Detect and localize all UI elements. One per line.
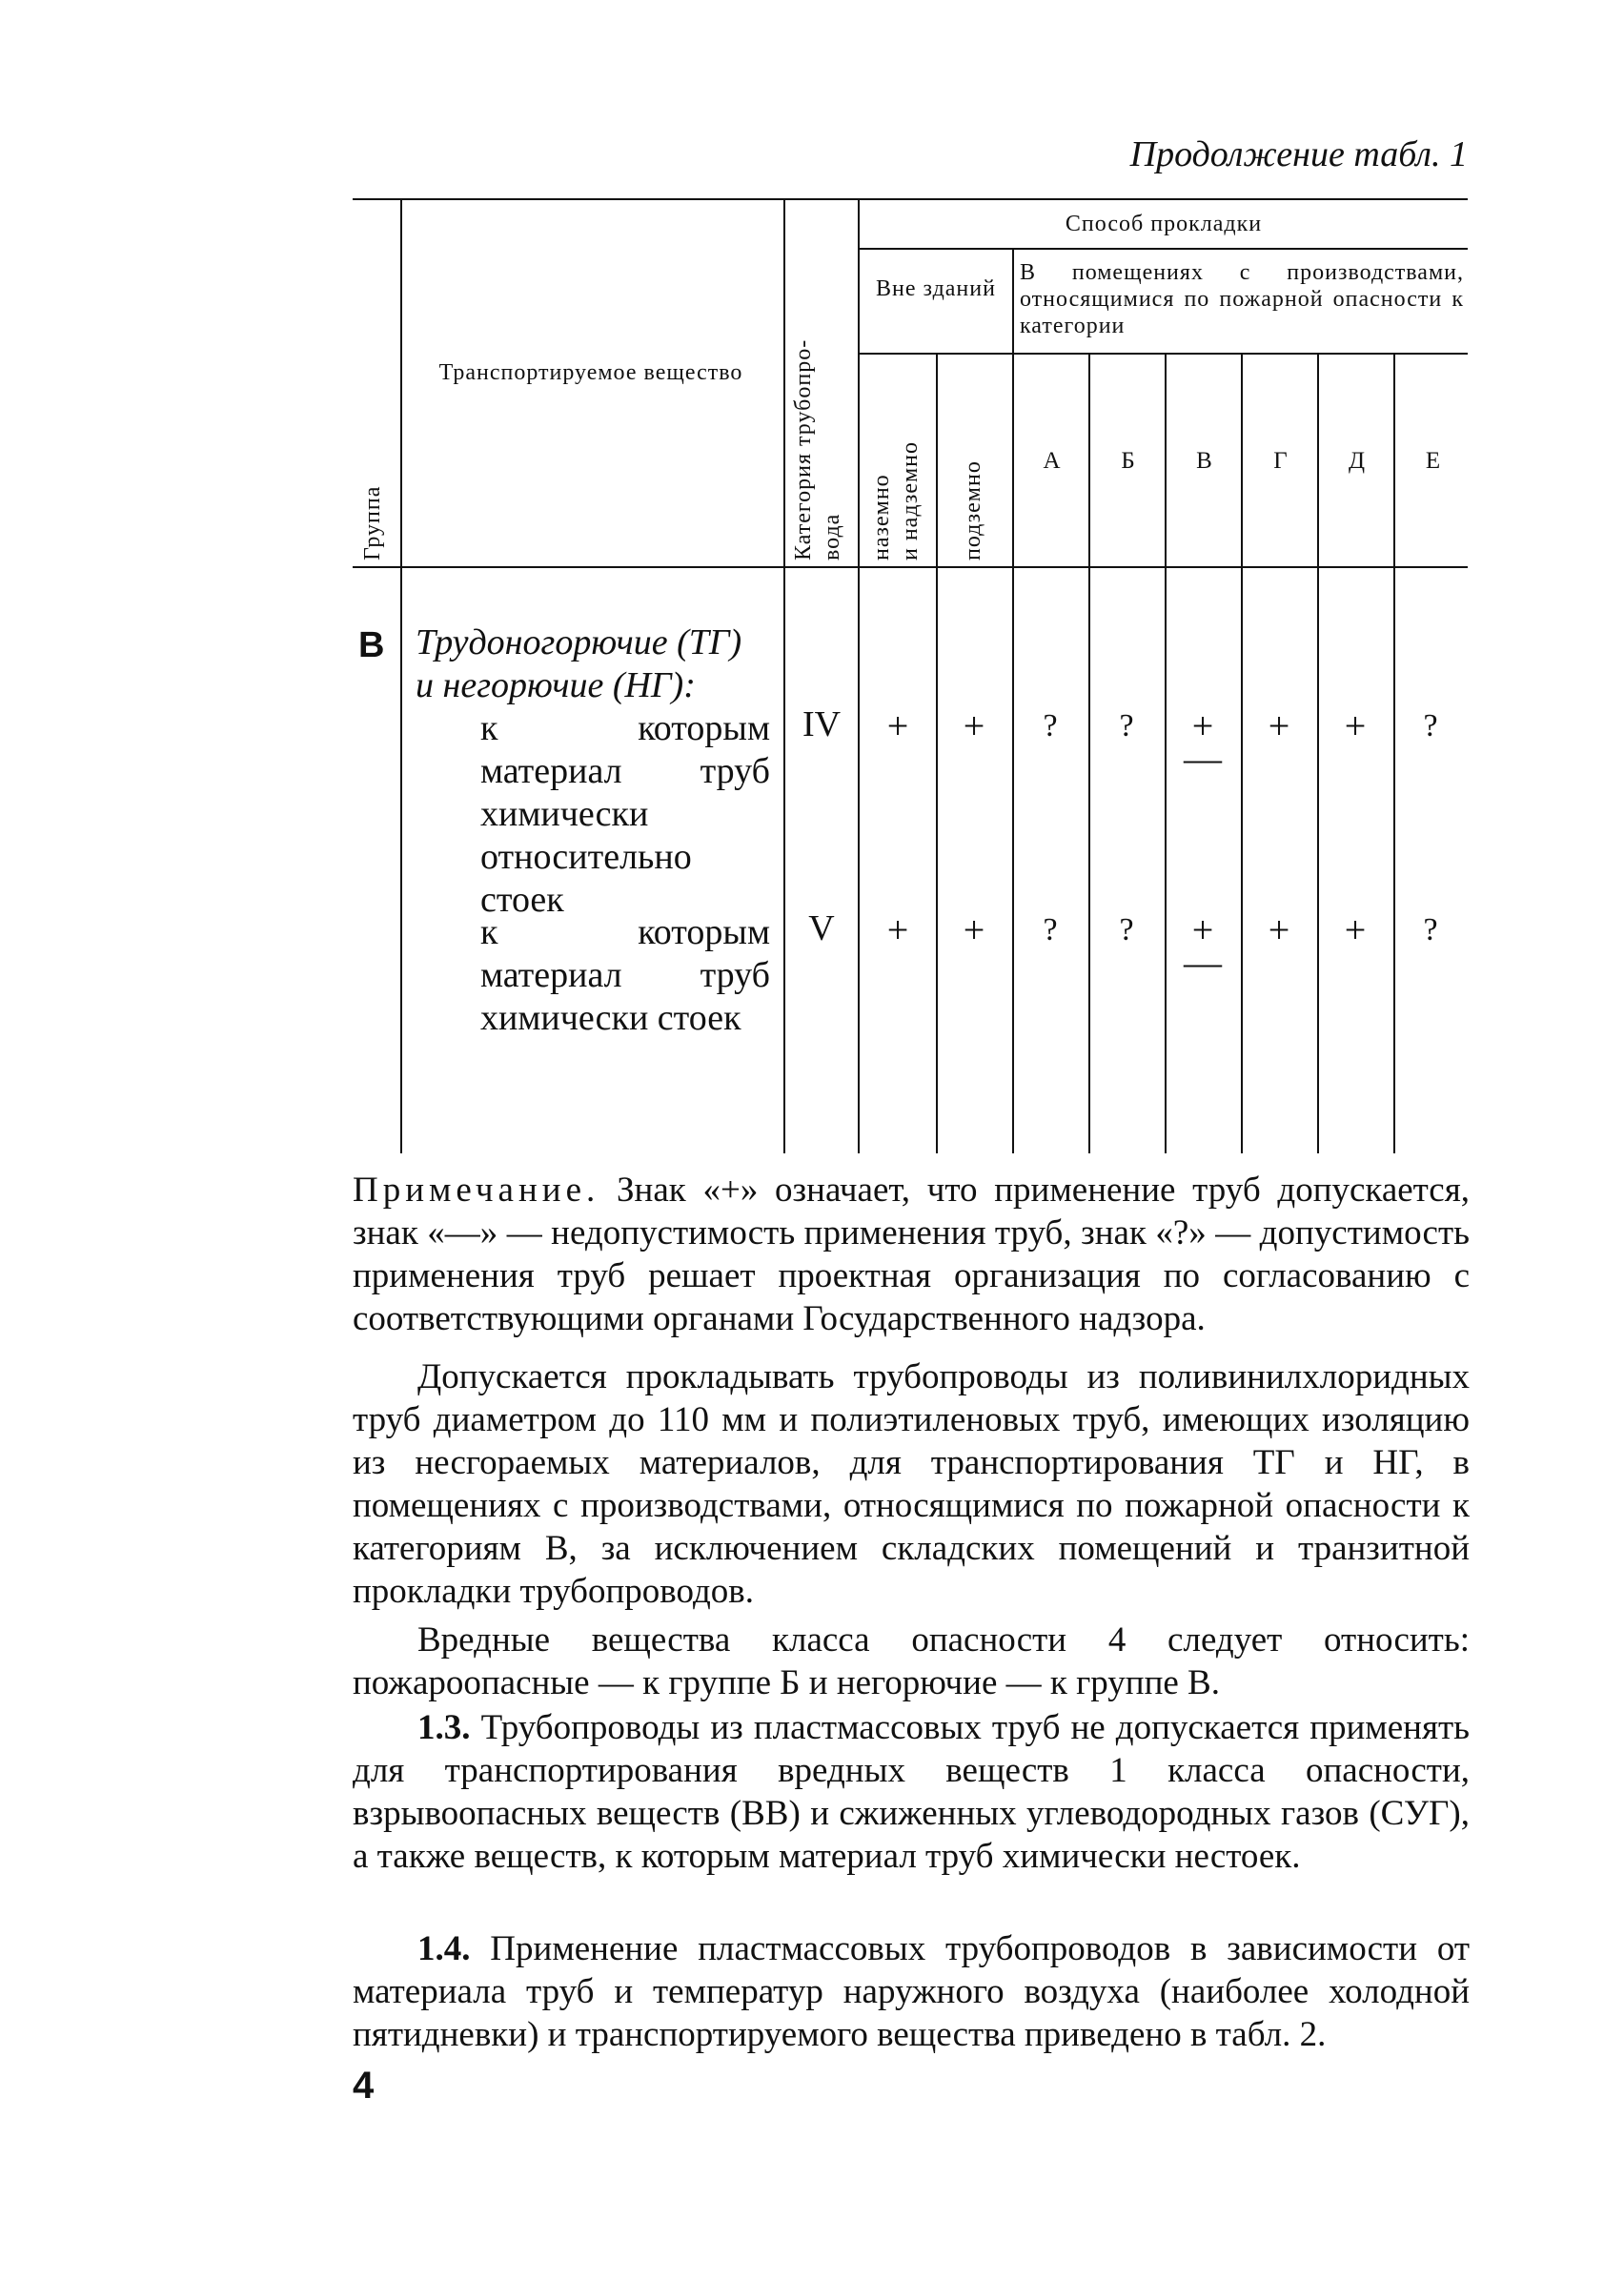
header-laying-method: Способ прокладки xyxy=(1065,212,1263,236)
row2-substance: к которым материал труб химически стоек xyxy=(480,912,770,1038)
col-divider-5 xyxy=(1012,248,1014,1153)
header-outside: Вне зданий xyxy=(876,276,996,301)
table-note xyxy=(353,1169,1470,1340)
row2-cell-3: ? xyxy=(1043,912,1058,947)
row2-category: V xyxy=(808,908,835,948)
row1-cell-4: ? xyxy=(1119,708,1134,743)
paragraph-3-text: Трубопроводы из пластмассовых труб не допускается применять для транспортирования вредных веществ 1 класса опасности, взрывоопасных веществ (ВВ) и сжиженных углеводородных газов (СУГ), а также веществ, к которым материал труб химически нестоек. xyxy=(353,1708,1471,1876)
row2-cell-4: ? xyxy=(1119,912,1134,947)
paragraph-1-text: Допускается прокладывать трубопроводы из поливинилхлоридных труб диаметром до 110 мм и полиэтиленовых труб, имеющих изоляцию из несгораемых материалов, для транспортирования ТГ и НГ, в помещениях с производствами, относящимися по пожарной опасности к категориям В, за исключением складских помещений и транзитной прокладки трубопроводов. xyxy=(353,1357,1470,1611)
page-number: 4 xyxy=(353,2065,375,2107)
header-substance: Транспортируемое вещество xyxy=(438,360,743,385)
header-bottom-border xyxy=(353,566,1468,568)
data-table xyxy=(353,198,1468,1153)
col-divider-3 xyxy=(858,198,860,1153)
paragraph-1 xyxy=(353,1355,1470,1613)
col-divider-2 xyxy=(783,198,785,1153)
row2-cell-8: ? xyxy=(1423,912,1438,947)
paragraph-2-text: Вредные вещества класса опасности 4 следует относить: пожароопасные — к группе Б и негорючие — к группе В. xyxy=(353,1620,1470,1702)
header-cat-b: Б xyxy=(1121,448,1135,474)
group-title-line1: Трудоногорючие (ТГ) xyxy=(416,622,742,662)
header-outside-under: подземно xyxy=(961,460,985,560)
header-cat-d: Д xyxy=(1348,448,1366,474)
table-caption: Продолжение табл. 1 xyxy=(1129,134,1468,174)
row1-cell-7: + xyxy=(1344,704,1367,747)
group-letter: В xyxy=(358,625,385,665)
row2-cell-1: + xyxy=(886,908,909,951)
row2-cell-5: + xyxy=(1191,908,1214,951)
header-cat-v: В xyxy=(1196,448,1212,474)
header-cat-e: Е xyxy=(1425,448,1441,474)
header-cat-g: Г xyxy=(1273,448,1288,474)
paragraph-2 xyxy=(353,1619,1470,1704)
row2-cell-2: + xyxy=(963,908,985,951)
row1-cell-2: + xyxy=(963,704,985,747)
row1-category: IV xyxy=(802,704,842,744)
row2-cell-6: + xyxy=(1268,908,1290,951)
header-divider-method xyxy=(858,248,1468,250)
row1-cell-5: + xyxy=(1191,704,1214,747)
header-cat-a: А xyxy=(1043,448,1061,474)
row1-substance: к которым материал труб химически относительно стоек xyxy=(480,708,770,920)
table-top-border xyxy=(353,198,1468,200)
row1-cell-3: ? xyxy=(1043,708,1058,743)
row1-cell-8: ? xyxy=(1423,708,1438,743)
note-label: Примечание. xyxy=(353,1171,600,1210)
header-outside-above: наземно и надземно xyxy=(869,440,923,560)
header-inside: В помещениях с производствами, относящимися по пожарной опасности к категории xyxy=(1020,260,1464,338)
group-title-line2: и негорючие (НГ): xyxy=(416,665,696,705)
row2-cell-5-sub: — xyxy=(1184,941,1222,984)
note-text: Знак «+» означает, что применение труб допускается, знак «—» — недопустимость применения труб, знак «?» — допустимость применения труб решает проектная организация по согласованию с соответствующими органами Государственного надзора. xyxy=(353,1171,1470,1338)
row1-cell-5-sub: — xyxy=(1184,737,1222,780)
header-group: Группа xyxy=(360,485,385,560)
section-number-1-3: 1.3. xyxy=(417,1708,471,1747)
paragraph-4-text: Применение пластмассовых трубопроводов в зависимости от материала труб и температур наружного воздуха (наиболее холодной пятидневки) и транспортируемого вещества приведено в табл. 2. xyxy=(353,1929,1471,2054)
col-divider-4 xyxy=(936,353,938,1153)
paragraph-4 xyxy=(353,1927,1470,2056)
row1-cell-1: + xyxy=(886,704,909,747)
row1-cell-6: + xyxy=(1268,704,1290,747)
section-number-1-4: 1.4. xyxy=(417,1929,471,1968)
header-divider-sub xyxy=(858,353,1468,355)
header-category: Категория трубопро- вода xyxy=(791,338,844,560)
col-divider-1 xyxy=(400,198,402,1153)
row2-cell-7: + xyxy=(1344,908,1367,951)
paragraph-3 xyxy=(353,1706,1470,1878)
